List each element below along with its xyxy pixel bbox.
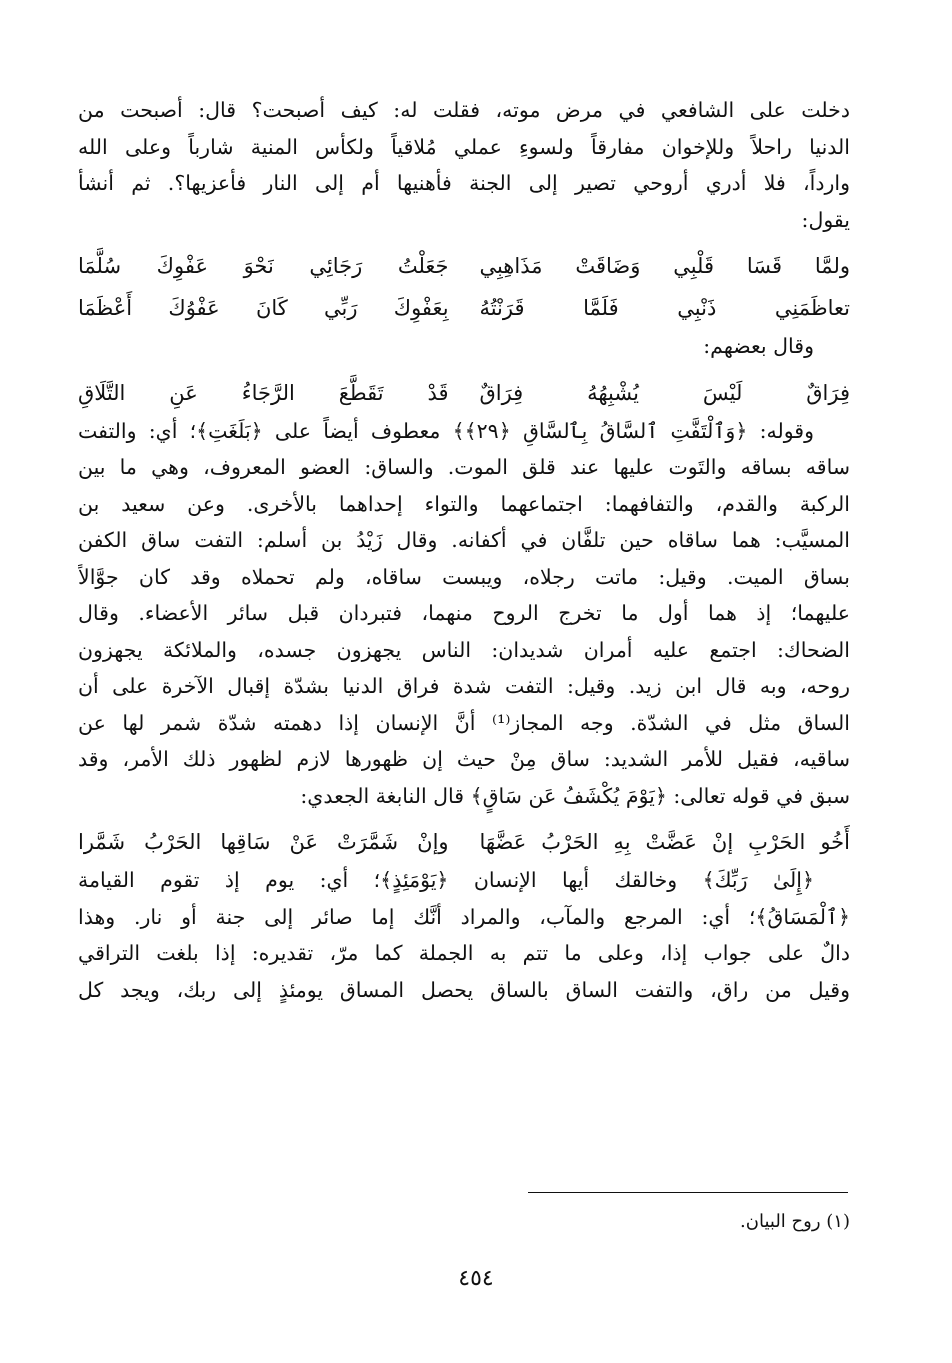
verse-first-hemistich: تعاظَمَنِي ذَنْبِي فَلَمَّا قَرَنْتُهُ [479, 296, 850, 320]
text-line: الدنيا راحلاً وللإخوان مفارقاً ولسوءِ عملي مُلاقياً ولكأس المنية شارباً وعلى الله [78, 134, 850, 159]
verse-intro: وقال بعضهم: [703, 334, 814, 358]
paragraph-commentary-masaq [78, 862, 850, 1008]
footnote-divider [528, 1192, 848, 1193]
poem-shafii [78, 246, 850, 328]
verse-second-hemistich: بِعَفْوِكَ رَبِّي كَانَ عَفْوُكَ أَعْظَمَا [78, 296, 449, 320]
paragraph-shafii-account [78, 92, 850, 238]
verse-second-hemistich: قَدْ تَقَطَّعَ الرَّجَاءُ عَنِ التَّلَاقِ [78, 380, 449, 405]
text-line: دخلت على الشافعي في مرض موته، فقلت له: كيف أصبحت؟ قال: أصبحت من [78, 98, 850, 122]
text-line: ساقه بساقه والتَوت عليها عند قلق الموت. والساق: العضو المعروف، وهي ما بين [78, 455, 850, 479]
text-line: ساقيه، فقيل للأمر الشديد: ساق مِنْ حيث إن ظهورها لازم لظهور ذلك الأمر، وقد [78, 747, 850, 771]
verse-second-hemistich: وإنْ شَمَّرَتْ عَنْ سَاقِها الحَرْبُ شَمَّرا [78, 830, 449, 854]
verse-first-hemistich: ولمَّا قَسَا قَلْبِي وَضَاقَتْ مَذَاهِبِي [479, 254, 850, 278]
text-line: ﴿إِلَىٰ رَبِّكَ﴾ وخالقك أيها الإنسان ﴿يَوْمَئِذٍ﴾؛ أي: يوم إذ تقوم القيامة [78, 868, 814, 892]
verse-first-hemistich: فِرَاقٌ لَيْسَ يُشْبِهُهُ فِرَاقٌ [479, 380, 850, 405]
text-line: وقيل من راق، والتفت الساق بالساق يحصل المساق يومئذٍ إلى ربك، ويجد كل [78, 977, 850, 1002]
page-body [78, 92, 850, 1008]
text-line: وقوله: ﴿وَٱلْتَفَّتِ ٱلسَّاقُ بِٱلسَّاقِ ﴿٢٩﴾﴾ معطوف أيضاً على ﴿بَلَغَتِ﴾؛ أي: والتفت [78, 418, 815, 443]
verse-line [78, 822, 850, 862]
text-line: الساق مثل في الشدّة. وجه المجاز⁽¹⁾ أنَّ الإنسان إذا دهمته شدّة شمر لها عن [78, 710, 850, 735]
text-line: روحه، وبه قال ابن زيد. وقيل: التفت شدة فراق الدنيا بشدّة إقبال الآخرة على أن [78, 674, 850, 698]
verse-line [78, 288, 850, 328]
text-line: الركبة والقدم، والتفافهما: اجتماعهما والتواء إحداهما بالأخرى. وعن سعيد بن [78, 491, 850, 516]
text-line: بساق الميت. وقيل: ماتت رجلاه، ويبست ساقاه، ولم تحملاه وقد كان جوَّالاً [78, 564, 850, 589]
verse-line [78, 373, 850, 413]
paragraph-commentary-saq [78, 413, 850, 815]
text-line: سبق في قوله تعالى: ﴿يَوْمَ يُكْشَفُ عَن سَاقٍ﴾ قال النابغة الجعدي: [300, 783, 850, 808]
text-line: عليهما؛ إذ هما أول ما تخرج الروح منهما، فتبردان قبل سائر الأعضاء. وقال [78, 601, 850, 625]
verse-line [78, 246, 850, 286]
text-line: وارداً، فلا أدري أروحي تصير إلى الجنة فأهنيها أم إلى النار فأعزيها؟. ثم أنشأ [78, 171, 850, 195]
footnote [740, 1208, 850, 1236]
page-number: ٤٥٤ [458, 1266, 494, 1291]
text-line: دالٌ على جواب إذا، وعلى ما تتم به الجملة كما مرّ، تقديره: إذا بلغت التراقي [78, 941, 850, 965]
text-line: يقول: [801, 207, 850, 232]
footnote-marker: (١) [826, 1211, 850, 1232]
footnote-text: روح البيان. [740, 1211, 821, 1232]
verse-first-hemistich: أَخُو الحَرْبِ إنْ عَضَّتْ بِهِ الحَرْبُ عَضَّهَا [479, 830, 850, 854]
text-line: الضحاك: اجتمع عليه أمران شديدان: الناس يجهزون جسده، والملائكة يجهزون [78, 637, 850, 662]
text-line: المسيَّب: هما ساقاه حين تلفَّان في أكفانه. وقال زَيْدُ بن أسلم: التفت ساق الكفن [78, 528, 850, 552]
verse-second-hemistich: جَعَلْتُ رَجَائِي نَحْوَ عَفْوِكَ سُلَّمَا [78, 254, 449, 278]
text-line: ﴿ٱلْمَسَاقُ﴾؛ أي: المرجع والمآب، والمراد أنَّك إما صائر إلى جنة أو نار. وهذا [78, 904, 850, 929]
